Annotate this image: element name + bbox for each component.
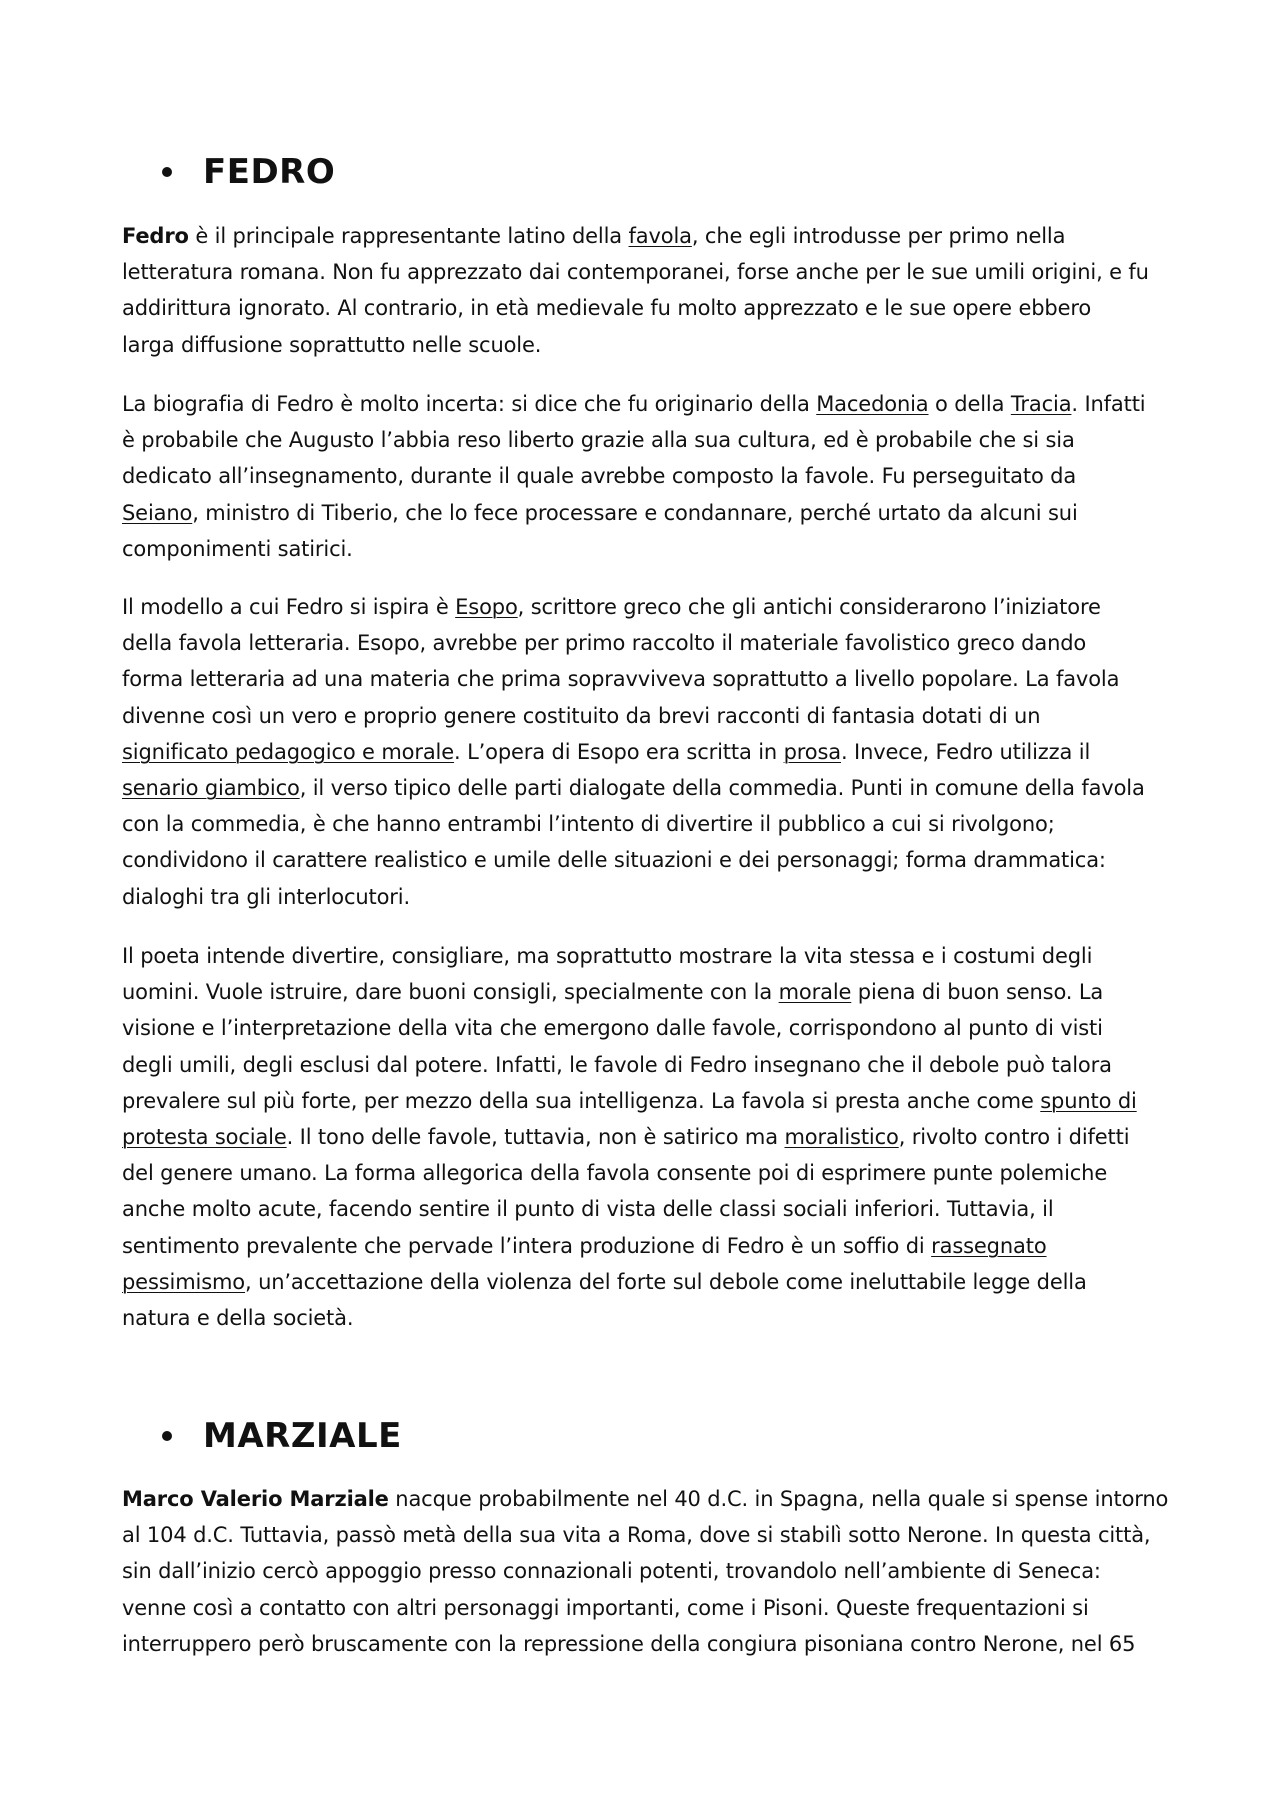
text-run: con la commedia, è che hanno entrambi l’intento di divertire il pubblico a cui si rivolgono; bbox=[122, 812, 1055, 837]
paragraph bbox=[122, 218, 1172, 363]
text-line bbox=[122, 879, 1172, 915]
text-line bbox=[122, 698, 1172, 734]
text-line bbox=[122, 1047, 1172, 1083]
text-run: visione e l’interpretazione della vita che emergono dalle favole, corrispondono al punto di visti bbox=[122, 1016, 1103, 1041]
text-line bbox=[122, 1010, 1172, 1046]
text-line bbox=[122, 1083, 1172, 1119]
text-line bbox=[122, 625, 1172, 661]
text-line bbox=[122, 1300, 1172, 1336]
text-line bbox=[122, 1626, 1172, 1662]
text-run: prevalere sul più forte, per mezzo della sua intelligenza. La favola si presta anche come bbox=[122, 1088, 1041, 1113]
text-run: è il principale rappresentante latino della bbox=[188, 224, 629, 248]
section-heading-marziale bbox=[162, 1416, 402, 1456]
text-run: interruppero però bruscamente con la repressione della congiura pisoniana contro Nerone, nel 65 bbox=[122, 1631, 1136, 1656]
text-line bbox=[122, 661, 1172, 697]
bullet-icon bbox=[162, 167, 172, 177]
text-line bbox=[122, 422, 1172, 458]
text-run: sentimento prevalente che pervade l’intera produzione di Fedro è un soffio di bbox=[122, 1233, 932, 1258]
text-run: . Invece, Fedro utilizza il bbox=[841, 739, 1091, 764]
text-line bbox=[122, 327, 1172, 363]
text-line bbox=[122, 806, 1172, 842]
text-line bbox=[122, 974, 1172, 1010]
text-run: componimenti satirici. bbox=[122, 536, 353, 561]
text-line bbox=[122, 1191, 1172, 1227]
underlined-term: protesta sociale bbox=[122, 1125, 287, 1150]
underlined-term: significato pedagogico e morale bbox=[122, 739, 455, 764]
text-run: larga diffusione soprattutto nelle scuole. bbox=[122, 332, 542, 357]
text-line bbox=[122, 1264, 1172, 1300]
text-run: addirittura ignorato. Al contrario, in età medievale fu molto apprezzato e le sue opere ebbero bbox=[122, 296, 1092, 321]
text-line bbox=[122, 1228, 1172, 1264]
text-run: forma letteraria ad una materia che prima sopravviveva soprattutto a livello popolare. La favola bbox=[122, 667, 1120, 692]
text-run: o della bbox=[928, 392, 1011, 416]
text-run: anche molto acute, facendo sentire il punto di vista delle classi sociali inferiori. Tuttavia, il bbox=[122, 1197, 1054, 1222]
text-line bbox=[122, 495, 1172, 531]
underlined-term: Tracia bbox=[1010, 392, 1072, 416]
text-run: , il verso tipico delle parti dialogate della commedia. Punti in comune della favola bbox=[299, 776, 1145, 801]
text-run: è probabile che Augusto l’abbia reso liberto grazie alla sua cultura, ed è probabile che si sia bbox=[122, 428, 1075, 453]
underlined-term: rassegnato bbox=[931, 1233, 1047, 1258]
text-line bbox=[122, 589, 1172, 625]
text-line bbox=[122, 938, 1172, 974]
text-line bbox=[122, 842, 1172, 878]
text-line bbox=[122, 386, 1172, 422]
text-run: letteratura romana. Non fu apprezzato dai contemporanei, forse anche per le sue umili origini, e fu bbox=[122, 260, 1149, 285]
text-run: Il poeta intende divertire, consigliare, ma soprattutto mostrare la vita stessa e i costumi degli bbox=[122, 944, 1093, 968]
underlined-term: spunto di bbox=[1040, 1088, 1137, 1113]
text-run: . Infatti bbox=[1071, 392, 1146, 416]
text-line bbox=[122, 1553, 1172, 1589]
text-run: , rivolto contro i difetti bbox=[898, 1125, 1130, 1150]
text-run: , scrittore greco che gli antichi considerarono l’iniziatore bbox=[517, 595, 1101, 619]
text-run: . Il tono delle favole, tuttavia, non è satirico ma bbox=[286, 1125, 785, 1150]
text-run: nacque probabilmente nel 40 d.C. in Spagna, nella quale si spense intorno bbox=[388, 1487, 1169, 1511]
text-line bbox=[122, 458, 1172, 494]
text-line bbox=[122, 531, 1172, 567]
text-run: piena di buon senso. La bbox=[851, 980, 1104, 1005]
text-line bbox=[122, 734, 1172, 770]
underlined-term: Esopo bbox=[455, 595, 518, 619]
text-line bbox=[122, 1590, 1172, 1626]
text-run: condividono il carattere realistico e umile delle situazioni e dei personaggi; forma drammatica: bbox=[122, 848, 1106, 873]
text-run: uomini. Vuole istruire, dare buoni consigli, specialmente con la bbox=[122, 980, 779, 1005]
text-run: , un’accettazione della violenza del forte sul debole come ineluttabile legge della bbox=[245, 1269, 1087, 1294]
text-run: divenne così un vero e proprio genere costituito da brevi racconti di fantasia dotati di un bbox=[122, 703, 1041, 728]
text-line bbox=[122, 218, 1172, 254]
text-run: sin dall’inizio cercò appoggio presso connazionali potenti, trovandolo nell’ambiente di Seneca: bbox=[122, 1559, 1101, 1584]
heading-text: MARZIALE bbox=[203, 1416, 402, 1456]
text-run: natura e della società. bbox=[122, 1306, 354, 1331]
text-run: al 104 d.C. Tuttavia, passò metà della sua vita a Roma, dove si stabilì sotto Nerone. In questa città, bbox=[122, 1523, 1151, 1548]
underlined-term: prosa bbox=[783, 739, 841, 764]
text-run: , che egli introdusse per primo nella bbox=[691, 224, 1066, 248]
text-line bbox=[122, 1517, 1172, 1553]
text-line bbox=[122, 1119, 1172, 1155]
text-run: della favola letteraria. Esopo, avrebbe per primo raccolto il materiale favolistico greco dando bbox=[122, 631, 1087, 656]
text-run: venne così a contatto con altri personaggi importanti, come i Pisoni. Queste frequentazioni si bbox=[122, 1595, 1089, 1620]
bullet-icon bbox=[162, 1431, 172, 1441]
underlined-term: Macedonia bbox=[816, 392, 929, 416]
text-run: del genere umano. La forma allegorica della favola consente poi di esprimere punte polemiche bbox=[122, 1161, 1108, 1186]
paragraph bbox=[122, 386, 1172, 567]
text-run: dedicato all’insegnamento, durante il quale avrebbe composto la favole. Fu perseguitato da bbox=[122, 464, 1077, 489]
text-run: degli umili, degli esclusi dal potere. Infatti, le favole di Fedro insegnano che il debole può talora bbox=[122, 1052, 1112, 1077]
underlined-term: moralistico bbox=[784, 1125, 899, 1150]
text-run: La biografia di Fedro è molto incerta: si dice che fu originario della bbox=[122, 392, 817, 416]
text-line bbox=[122, 770, 1172, 806]
underlined-term: Seiano bbox=[122, 500, 193, 525]
underlined-term: senario giambico bbox=[122, 776, 300, 801]
underlined-term: morale bbox=[778, 980, 852, 1005]
text-run: . L’opera di Esopo era scritta in bbox=[454, 739, 784, 764]
text-line bbox=[122, 1155, 1172, 1191]
bold-term: Marco Valerio Marziale bbox=[122, 1487, 389, 1511]
text-line bbox=[122, 290, 1172, 326]
paragraph bbox=[122, 938, 1172, 1336]
bold-term: Fedro bbox=[122, 224, 189, 248]
section-heading-fedro bbox=[162, 152, 335, 192]
text-run: , ministro di Tiberio, che lo fece processare e condannare, perché urtato da alcuni sui bbox=[192, 500, 1078, 525]
text-line bbox=[122, 254, 1172, 290]
paragraph bbox=[122, 589, 1172, 915]
heading-text: FEDRO bbox=[203, 152, 336, 192]
underlined-term: favola bbox=[628, 224, 692, 248]
paragraph bbox=[122, 1481, 1172, 1662]
text-run: dialoghi tra gli interlocutori. bbox=[122, 884, 410, 909]
underlined-term: pessimismo bbox=[122, 1269, 246, 1294]
text-run: Il modello a cui Fedro si ispira è bbox=[122, 595, 456, 619]
text-line bbox=[122, 1481, 1172, 1517]
